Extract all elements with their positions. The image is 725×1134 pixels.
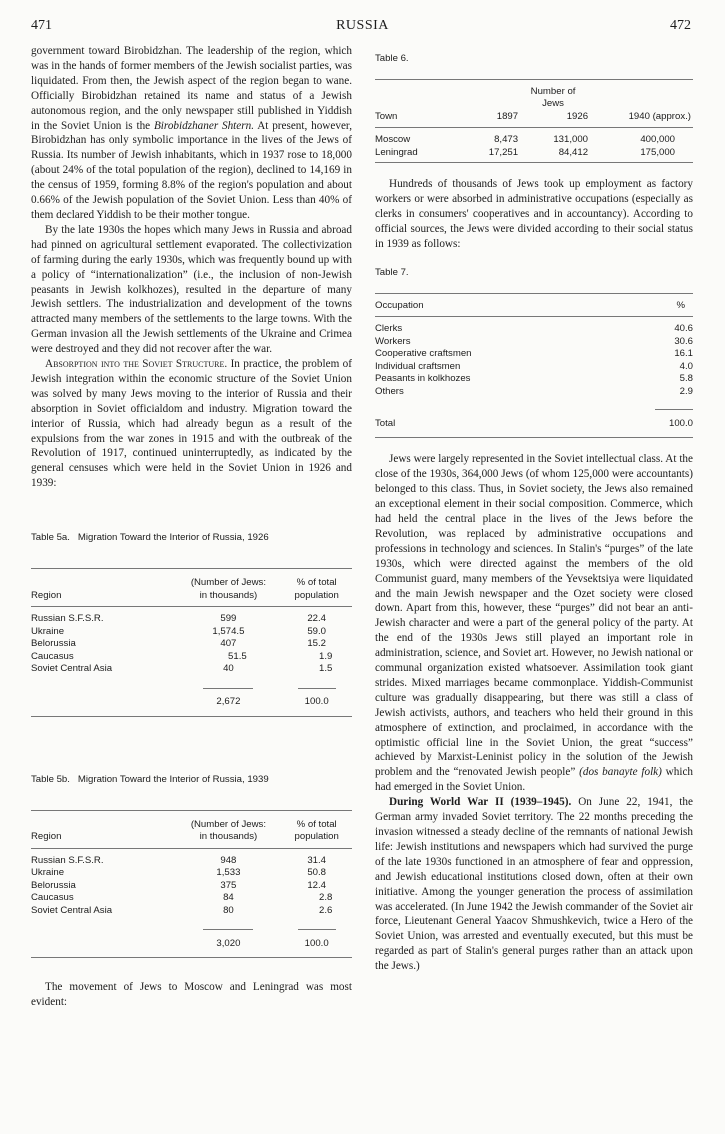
table-row: Soviet Central Asia 40 1.5 [31, 663, 333, 675]
page-header [0, 18, 725, 38]
table-5a-caption: Table 5a. Migration Toward the Interior of Russia, 1926 [31, 532, 269, 544]
table-row: Workers 30.6 [375, 335, 693, 347]
table-row: Caucasus 51.5 1.9 [31, 650, 333, 662]
table-6 [375, 79, 693, 164]
header-pct: % [603, 300, 693, 317]
table-row: Belorussia 407 15.2 [31, 638, 327, 650]
header-number: (Number of Jews: in thousands) [175, 577, 281, 607]
table-row: Individual craftsmen 4.0 [375, 360, 693, 372]
header-1926: 1926 [518, 111, 588, 128]
table-7 [375, 293, 693, 439]
header-1897: 1897 [464, 111, 518, 128]
section-heading: Absorption into the Soviet Structure. [45, 358, 228, 371]
paragraph: The movement of Jews to Moscow and Leningrad was most evident: [31, 981, 352, 1008]
table-5b-caption: Table 5b. Migration Toward the Interior of Russia, 1939 [31, 773, 269, 785]
header-town: Town [375, 111, 464, 128]
table-row: Caucasus 84 2.8 [31, 892, 333, 903]
header-region: Region [31, 819, 175, 849]
table-6-caption: Table 6. [375, 53, 409, 64]
table-5a [31, 568, 352, 717]
paragraph: During World War II (1939–1945). On June 22, 1941, the German army invaded Soviet territory. The 22 months preceding the invasion witnessed a steady decline of the remnants of national Jewish life: Jewish institutions and newspapers which had survived the purge of the late 1930s functioned in an atmosphere of fear and oppression, and Jewish educational institutions closed down, often at their own initiative. Among the younger generation the process of assimilation was accelerated. (In June 1942 the Jewish commander of the Soviet air force, Lieutenant General Yaacov Shmushkevich, twice a Hero of the Soviet Union, was arrested and eventually executed, but this must be regarded as part of Stalin's general purges rather than an attack upon the Jews.) [375, 796, 693, 973]
table-row: Ukraine 1,533 50.8 [31, 867, 327, 878]
header-number-of-jews: Number of Jews [530, 85, 576, 110]
page-number-right: 472 [670, 18, 691, 33]
paragraph: government toward Birobidzhan. The leadership of the region, which was in the hands of former members of the Jewish socialist parties, was liquidated. From then, the Jewish aspect of the region began to wane. Officially Birobidzhan retained its name and status of a Jewish autonomous region, and the only newspaper still published in Yiddish in the Soviet Union is the Birobidzhaner Shtern. At present, however, Birobidzhan has only symbolic importance in the lives of the Jews of Russia. Its number of Jewish inhabitants, which in 1937 rose to 18,000 (about 24% of the total population of the region), declined to 14,169 in the census of 1959, forming 8.8% of the region's population and about 0.66% of the Jewish population of the Soviet Union. Less than 40% of them declared Yiddish to be their mother tongue. [31, 45, 352, 221]
table-row: Others 2.9 [375, 385, 693, 397]
table-5b [31, 810, 352, 959]
paragraph: Hundreds of thousands of Jews took up employment as factory workers or were absorbed in administrative occupations (especially as clerks in consumers' cooperatives and in accountancy). According to official sources, the Jews were divided according to their social status in 1939 as follows: [375, 178, 693, 251]
table-row: Peasants in kolkhozes 5.8 [375, 373, 693, 385]
table-total-row: 2,672 100.0 [31, 693, 352, 716]
page-number-left: 471 [31, 18, 52, 33]
table-row: Belorussia 375 12.4 [31, 879, 327, 891]
right-column [375, 44, 693, 974]
table-row: Leningrad 17,251 84,412 175,000 [375, 146, 675, 158]
header-number: (Number of Jews: in thousands) [175, 819, 281, 849]
header-pct: % of total population [281, 819, 352, 849]
table-row: Cooperative craftsmen 16.1 [375, 348, 693, 360]
table-total-row: Total 100.0 [375, 415, 693, 438]
table-total-row: 3,020 100.0 [31, 935, 352, 958]
table-row: Ukraine 1,574.5 59.0 [31, 625, 327, 637]
table-7-caption: Table 7. [375, 266, 409, 278]
header-region: Region [31, 577, 175, 607]
header-pct: % of total population [281, 577, 352, 607]
paragraph: Absorption into the Soviet Structure. In practice, the problem of Jewish integration within the economic structure of the Soviet Union was solved by many Jews moving to the interior of Russia and their absorption in Soviet officialdom and industry. Migration toward the interior of Russia, which had already begun as a result of the expulsions from the war zones in 1915 and with the outbreak of the Revolution of 1917, continued uninterruptedly, as indicated by the general censuses which were held in the Soviet Union in 1926 and 1939: [31, 358, 352, 490]
running-title: RUSSIA [336, 18, 389, 33]
header-1940: 1940 (approx.) [588, 111, 693, 128]
table-row: Clerks 40.6 [375, 323, 693, 335]
table-row: Moscow 8,473 131,000 400,000 [375, 134, 675, 146]
table-row: Soviet Central Asia 80 2.6 [31, 904, 333, 916]
table-row: Russian S.F.S.R. 599 22.4 [31, 613, 327, 625]
left-column [31, 44, 352, 1010]
section-heading: During World War II (1939–1945). [389, 796, 572, 809]
table-row: Russian S.F.S.R. 948 31.4 [31, 854, 327, 866]
paragraph: By the late 1930s the hopes which many Jews in Russia and abroad had pinned on agricultural settlement evaporated. The collectivization of farming during the early 1930s, which was frequently bound up with a policy of “internationalization” (i.e., the inclusion of non-Jewish peasants in Jewish kolkhozes), resulted in the departure of many Jewish settlers. The industrialization and development of the towns attracted many members of the settlements to the large towns. With the German invasion all the Jewish settlements of the Ukraine and Crimea were destroyed and they did not recover after the war. [31, 223, 352, 356]
paragraph: Jews were largely represented in the Soviet intellectual class. At the close of the 1930s, 364,000 Jews (of whom 125,000 were accountants) belonged to this class. Thus, in Soviet society, the Jews also remained an exceptional element in their social composition. Commerce, which had held the central place in the lives of the Jews before the Revolution, was replaced by administrative occupations and professions in technology and sciences. In Stalin's “purges” of the late 1930s, which were directed against the members of the old Communist guard, many members of the Yevsektsiya were liquidated and the main Jewish newspaper and the Ozet society were closed down. Apart from this, however, these “purges” did not bear an anti-Jewish character and were a part of the general policy of the party. At the end of the 1930s Jews still played an important role in administration, science, and Soviet art. However, no Jewish national or communal organization existed whatsoever. Assimilation took giant strides. Mixed marriages became commonplace. Yiddish-Communist culture was gradually disappearing, but there was still a class of Jewish activists, authors, and teachers who held their ground in this atmosphere of extinction, and proclaimed, in accordance with the optimistic official line in the Soviet Union, the great “success” achieved by Marxist-Leninist policy in the solution of the Jewish problem and the “renovated Jewish people” (dos banayte folk) which had emerged in the Soviet Union. [375, 453, 694, 794]
header-occupation: Occupation [375, 300, 603, 317]
